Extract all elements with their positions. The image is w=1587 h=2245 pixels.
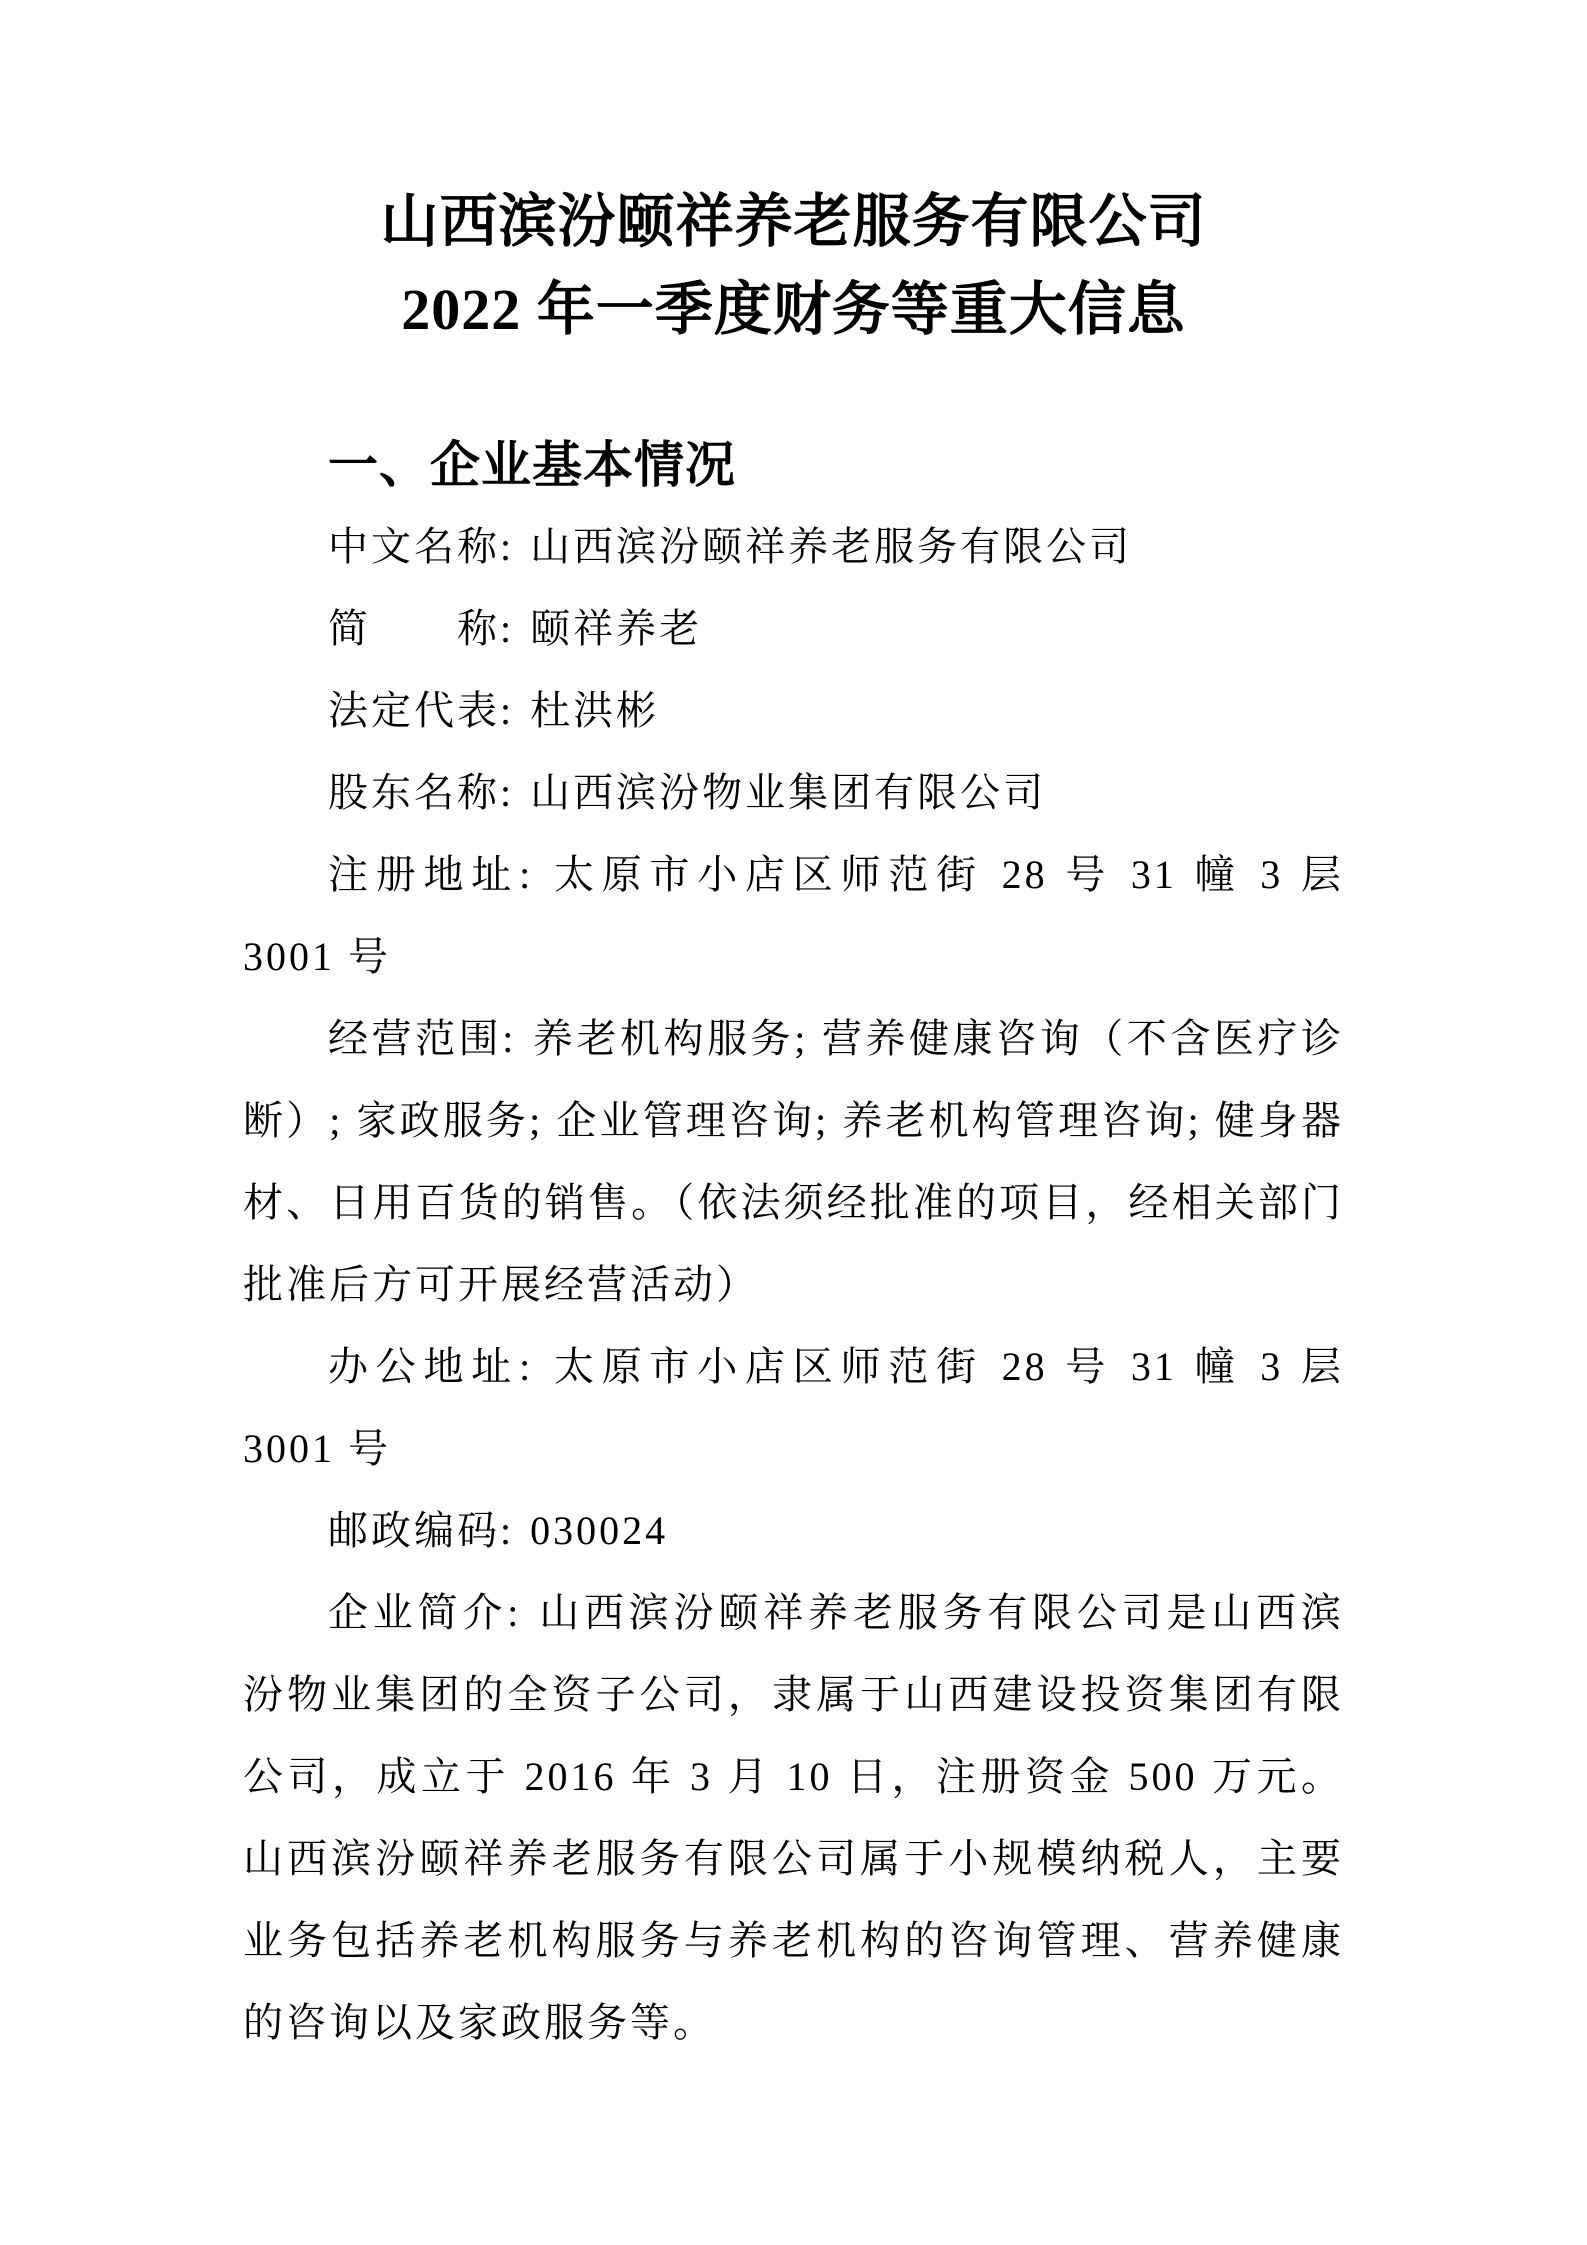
info-line-office-address [243,1326,1344,1490]
chinese-name-label: 中文名称: [328,524,515,569]
registered-address-value: 太原市小店区师范街 28 号 31 幢 3 层 3001 号 [243,852,1344,979]
business-scope-label: 经营范围: [328,1016,517,1061]
shareholder-name-value: 山西滨汾物业集团有限公司 [530,770,1047,815]
info-line-business-scope [243,998,1344,1326]
legal-representative-value: 杜洪彬 [530,688,660,733]
company-profile-label: 企业简介: [328,1590,522,1635]
info-line-legal-representative [243,670,1344,752]
info-line-registered-address [243,834,1344,998]
postal-code-value: 030024 [530,1508,669,1553]
postal-code-label: 邮政编码: [328,1508,515,1553]
shareholder-name-label: 股东名称: [328,770,515,815]
info-line-postal-code [243,1490,1344,1572]
document-title [243,178,1344,354]
office-address-label: 办公地址: [328,1344,534,1389]
office-address-value: 太原市小店区师范街 28 号 31 幢 3 层 3001 号 [243,1344,1344,1471]
legal-representative-label: 法定代表: [328,688,515,733]
document-title-line1: 山西滨汾颐祥养老服务有限公司 [380,189,1207,254]
short-name-label: 简 称: [328,606,515,651]
registered-address-label: 注册地址: [328,852,534,897]
document-title-line2: 2022 年一季度财务等重大信息 [401,277,1186,342]
section-body [243,506,1344,2064]
info-line-chinese-name [243,506,1344,588]
info-line-short-name [243,588,1344,670]
info-line-company-profile [243,1572,1344,2064]
company-profile-value: 山西滨汾颐祥养老服务有限公司是山西滨汾物业集团的全资子公司，隶属于山西建设投资集团有限公司，成立于 2016 年 3 月 10 日，注册资金 500 万元。山西滨汾颐祥养老服务有限公司属于小规模纳税人，主要业务包括养老机构服务与养老机构的咨询管理、营养健康的咨询以及家政服务等。 [243,1590,1344,2045]
short-name-value: 颐祥养老 [530,606,703,651]
info-line-shareholder-name [243,752,1344,834]
section-heading-basic-info: 一、企业基本情况 [328,437,736,493]
business-scope-value: 养老机构服务; 营养健康咨询（不含医疗诊断）; 家政服务; 企业管理咨询; 养老机构管理咨询; 健身器材、日用百货的销售。（依法须经批准的项目，经相关部门批准后方可开展经营活动） [243,1016,1344,1307]
chinese-name-value: 山西滨汾颐祥养老服务有限公司 [530,524,1133,569]
